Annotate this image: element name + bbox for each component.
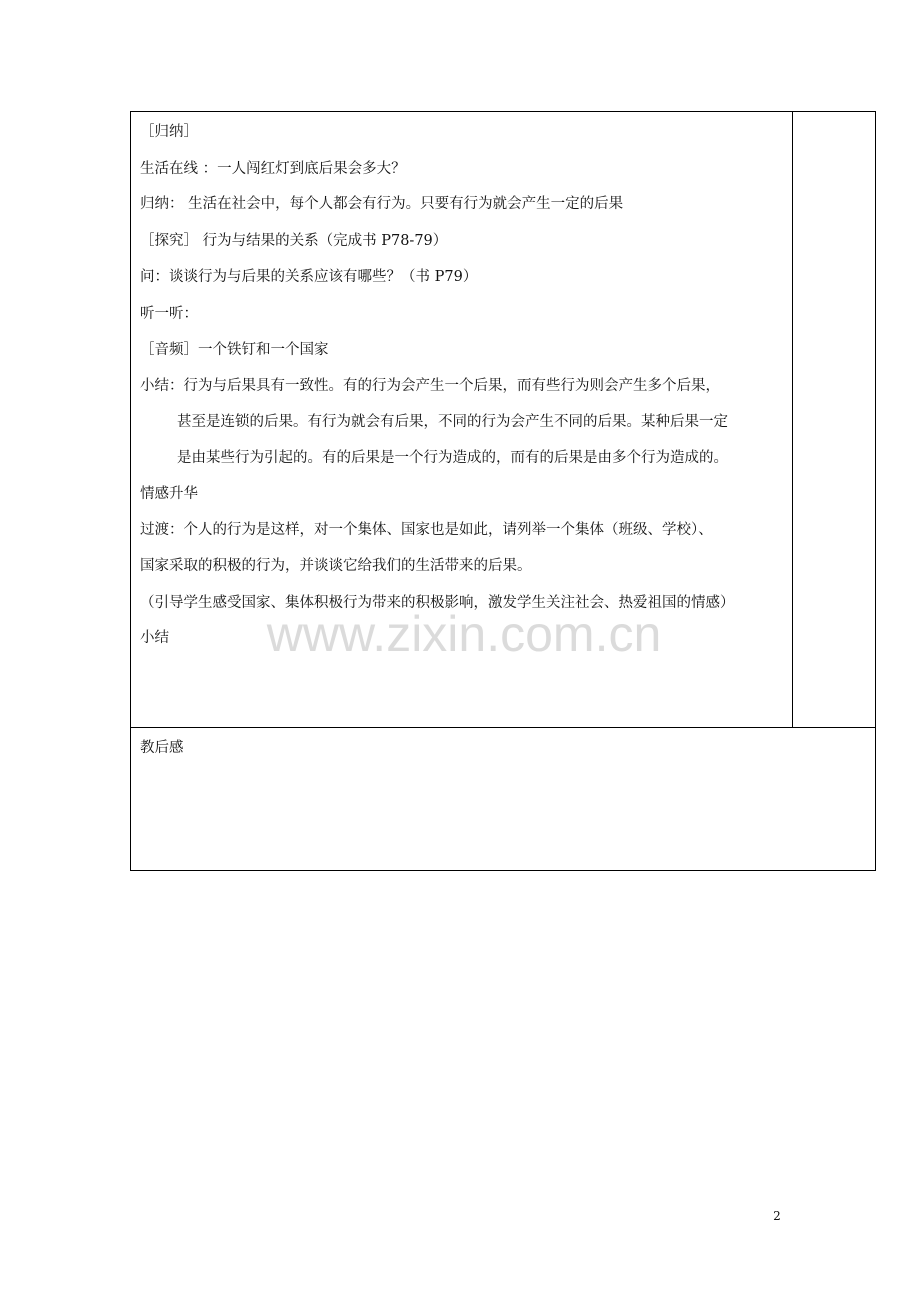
reflection-cell [131,728,875,870]
summary-line: 归纳： 生活在社会中，每个人都会有行为。只要有行为就会产生一定的后果 [140,196,624,212]
explore-line: ［探究］ 行为与结果的关系（完成书 P78-79） [140,233,448,249]
transition-line-1: 过渡：个人的行为是这样，对一个集体、国家也是如此，请列举一个集体（班级、学校）、 [140,522,713,538]
page-number: 2 [773,1209,781,1223]
reflection-title: 教后感 [140,740,184,756]
emotion-heading: 情感升华 [140,486,198,502]
listen-line: 听一听： [140,306,198,322]
lesson-plan-table [130,111,876,871]
life-online-line: 生活在线 ：一人闯红灯到底后果会多大？ [140,161,406,177]
audio-line: ［音频］一个铁钉和一个国家 [140,342,329,358]
question-line: 问：谈谈行为与后果的关系应该有哪些？（书 P79） [140,269,478,285]
transition-line-2: 国家采取的积极的行为，并谈谈它给我们的生活带来的后果。 [140,558,532,574]
summary-heading: ［归纳］ [140,124,198,140]
guidance-line: （引导学生感受国家、集体积极行为带来的积极影响，激发学生关注社会、热爱祖国的情感） [140,595,735,611]
conclusion-line-2: 甚至是连锁的后果。有行为就会有后果，不同的行为会产生不同的后果。某种后果一定 [177,414,728,430]
watermark: www.zixin.com.cn [266,606,662,662]
conclusion-line-1: 小结：行为与后果具有一致性。有的行为会产生一个后果，而有些行为则会产生多个后果， [140,378,720,394]
final-summary-line: 小结 [140,630,169,646]
side-notes-cell [793,112,875,728]
conclusion-line-3: 是由某些行为引起的。有的后果是一个行为造成的，而有的后果是由多个行为造成的。 [177,450,728,466]
